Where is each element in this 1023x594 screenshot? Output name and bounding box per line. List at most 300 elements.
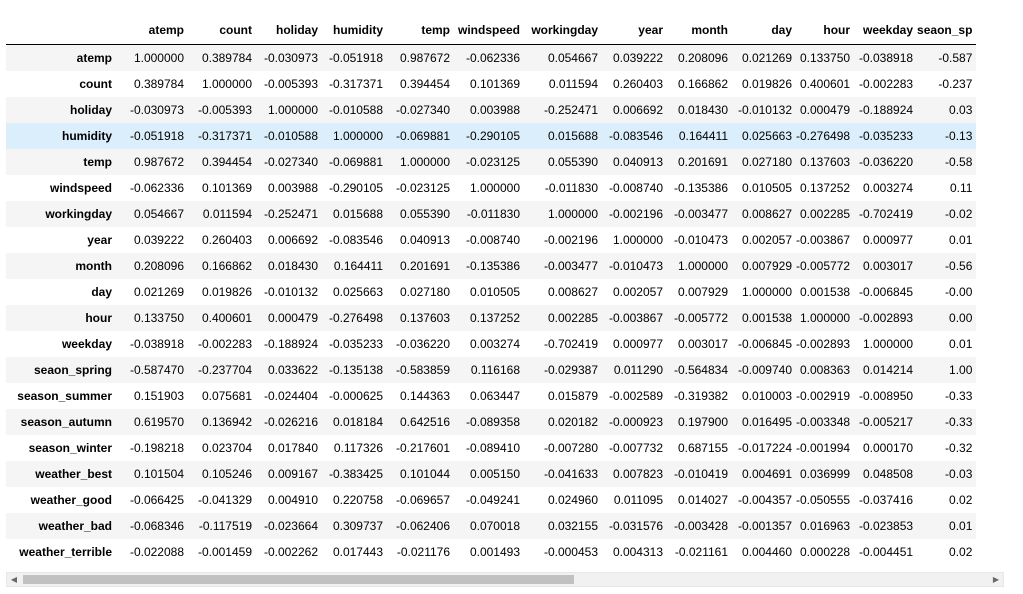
table-cell: 1.000000 (799, 311, 851, 325)
table-cell: -0.32 (945, 441, 973, 455)
table-cell: -0.010588 (263, 129, 318, 143)
table-cell: 1.000000 (399, 155, 450, 169)
table-cell: -0.026216 (263, 415, 318, 429)
table-cell: -0.030973 (129, 103, 184, 117)
table-cell: 0.116168 (470, 363, 520, 377)
table-cell: -0.003428 (673, 519, 728, 533)
table-cell: 0.137603 (799, 155, 851, 169)
table-cell: 0.166862 (201, 259, 252, 273)
table-row[interactable] (6, 487, 976, 513)
table-cell: 0.003988 (469, 103, 520, 117)
table-cell: 0.002285 (799, 207, 851, 221)
column-header: day (732, 16, 796, 45)
table-cell: 0.137603 (399, 311, 450, 325)
table-cell: -0.33 (945, 389, 973, 403)
table-cell: -0.188924 (859, 103, 914, 117)
table-cell: 1.000000 (677, 259, 728, 273)
table-row[interactable] (6, 279, 976, 305)
table-cell: -0.038918 (129, 337, 184, 351)
table-cell: 0.036999 (799, 467, 851, 481)
table-cell: -0.011830 (466, 207, 520, 221)
table-cell: -0.006845 (859, 285, 914, 299)
table-cell: -0.217601 (395, 441, 450, 455)
table-cell: -0.009740 (737, 363, 792, 377)
table-cell: 0.01 (949, 233, 973, 247)
table-cell: 0.389784 (201, 51, 252, 65)
table-cell: -0.089358 (465, 415, 520, 429)
table-cell: 0.164411 (333, 259, 383, 273)
table-cell: 0.010003 (741, 389, 792, 403)
table-cell: -0.050555 (796, 493, 851, 507)
table-cell: 0.070018 (469, 519, 520, 533)
table-cell: -0.237 (938, 77, 973, 91)
table-cell: 0.003274 (862, 181, 914, 195)
table-cell: -0.001357 (737, 519, 792, 533)
table-cell: 0.040913 (612, 155, 663, 169)
table-cell: 0.015879 (547, 389, 598, 403)
table-cell: -0.023125 (465, 155, 520, 169)
table-cell: 0.987672 (133, 155, 184, 169)
table-cell: 0.144363 (399, 389, 450, 403)
table-cell: 0.394454 (399, 77, 450, 91)
table-cell: -0.317371 (328, 77, 383, 91)
table-cell: -0.002589 (608, 389, 663, 403)
table-cell: 0.006692 (612, 103, 663, 117)
table-row[interactable] (6, 383, 976, 409)
table-cell: 0.008363 (799, 363, 851, 377)
table-cell: -0.031576 (608, 519, 663, 533)
table-cell: 0.055390 (399, 207, 450, 221)
table-cell: -0.030973 (263, 51, 318, 65)
table-cell: -0.002283 (197, 337, 252, 351)
table-cell: 0.011594 (548, 77, 598, 91)
row-label: temp (83, 155, 112, 169)
table-cell: -0.010473 (608, 259, 663, 273)
table-cell: 0.023704 (201, 441, 252, 455)
row-label: holiday (69, 103, 112, 117)
table-cell: 0.208096 (133, 259, 184, 273)
table-row[interactable] (6, 97, 976, 123)
table-cell: -0.004357 (737, 493, 792, 507)
table-cell: 0.021269 (741, 51, 792, 65)
table-cell: 0.220758 (332, 493, 383, 507)
table-cell: -0.56 (945, 259, 973, 273)
column-header: count (188, 16, 256, 45)
table-cell: -0.290105 (328, 181, 383, 195)
table-cell: 0.151903 (133, 389, 184, 403)
table-cell: 0.014027 (677, 493, 728, 507)
table-cell: -0.010132 (737, 103, 792, 117)
table-cell: 0.000479 (799, 103, 851, 117)
table-cell: -0.010419 (673, 467, 728, 481)
table-cell: -0.010473 (673, 233, 728, 247)
table-row[interactable] (6, 253, 976, 279)
table-cell: -0.583859 (395, 363, 450, 377)
table-cell: -0.007280 (543, 441, 598, 455)
table-row[interactable] (6, 513, 976, 539)
table-cell: -0.000625 (328, 389, 383, 403)
table-cell: 0.02 (949, 493, 973, 507)
table-cell: 0.020182 (547, 415, 598, 429)
table-cell: 0.01 (949, 519, 973, 533)
table-cell: 0.016495 (741, 415, 792, 429)
row-label: weather_bad (38, 519, 112, 533)
table-cell: -0.002919 (796, 389, 851, 403)
table-cell: -0.069657 (395, 493, 450, 507)
table-cell: -0.041329 (197, 493, 252, 507)
column-header: month (667, 16, 732, 45)
table-cell: 0.002057 (612, 285, 663, 299)
table-cell: 0.164411 (678, 129, 728, 143)
table-cell: 0.137252 (799, 181, 851, 195)
table-cell: 0.201691 (677, 155, 728, 169)
row-label: weather_best (35, 467, 112, 481)
table-row[interactable] (6, 357, 976, 383)
table-cell: -0.002262 (263, 545, 318, 559)
table-cell: 0.007929 (741, 259, 792, 273)
table-cell: -0.276498 (328, 311, 383, 325)
table-cell: -0.003477 (673, 207, 728, 221)
table-cell: -0.237704 (197, 363, 252, 377)
table-cell: 0.03 (949, 103, 973, 117)
table-cell: -0.001994 (796, 441, 851, 455)
table-cell: -0.005772 (673, 311, 728, 325)
table-cell: 0.032155 (547, 519, 598, 533)
table-cell: 0.000977 (612, 337, 663, 351)
table-cell: 0.027180 (399, 285, 450, 299)
table-cell: -0.007732 (608, 441, 663, 455)
table-cell: 0.105246 (201, 467, 252, 481)
table-cell: 0.016963 (799, 519, 851, 533)
table-cell: 0.011594 (202, 207, 252, 221)
table-cell: 0.101369 (469, 77, 520, 91)
table-cell: 1.000000 (612, 233, 663, 247)
table-cell: -0.002283 (859, 77, 914, 91)
table-cell: -0.317371 (197, 129, 252, 143)
column-header: seaon_sp (917, 16, 976, 45)
table-cell: 0.008627 (741, 207, 792, 221)
table-cell: -0.008740 (608, 181, 663, 195)
table-cell: 0.117326 (333, 441, 383, 455)
column-header: windspeed (454, 16, 524, 45)
table-cell: -0.198218 (129, 441, 184, 455)
table-cell: 0.011290 (613, 363, 663, 377)
table-row[interactable] (6, 305, 976, 331)
table-cell: 0.00 (949, 311, 973, 325)
table-row[interactable] (6, 123, 976, 149)
scroll-right-arrow-icon[interactable]: ▶ (992, 575, 1000, 584)
row-label: windspeed (49, 181, 112, 195)
correlation-table (6, 16, 976, 565)
scrollbar-thumb[interactable] (23, 575, 574, 584)
table-cell: -0.135138 (328, 363, 383, 377)
table-cell: 0.019826 (201, 285, 252, 299)
row-label: season_summer (17, 389, 112, 403)
table-cell: 0.260403 (201, 233, 252, 247)
table-cell: 0.015688 (547, 129, 598, 143)
table-cell: -0.062406 (395, 519, 450, 533)
table-cell: 1.000000 (267, 103, 318, 117)
table-cell: 1.000000 (547, 207, 598, 221)
table-cell: -0.003348 (796, 415, 851, 429)
table-cell: 0.025663 (741, 129, 792, 143)
dataframe-output (6, 0, 1008, 594)
table-cell: 0.208096 (677, 51, 728, 65)
table-cell: -0.023853 (859, 519, 914, 533)
table-cell: 0.687155 (677, 441, 728, 455)
table-cell: -0.066425 (129, 493, 184, 507)
table-cell: -0.062336 (129, 181, 184, 195)
column-header: weekday (854, 16, 917, 45)
table-cell: 0.054667 (133, 207, 184, 221)
column-header: atemp (118, 16, 188, 45)
table-cell: -0.008740 (465, 233, 520, 247)
table-cell: 0.054667 (547, 51, 598, 65)
table-cell: -0.010588 (328, 103, 383, 117)
table-cell: -0.587 (938, 51, 973, 65)
row-label: workingday (45, 207, 112, 221)
table-cell: -0.023125 (395, 181, 450, 195)
table-cell: 1.000000 (862, 337, 914, 351)
table-cell: 0.039222 (133, 233, 184, 247)
row-label: atemp (76, 51, 112, 65)
table-cell: -0.022088 (129, 545, 184, 559)
table-cell: 0.003017 (677, 337, 728, 351)
table-cell: 0.000977 (862, 233, 914, 247)
table-cell: 1.000000 (201, 77, 252, 91)
table-cell: 0.004910 (267, 493, 318, 507)
table-cell: -0.003867 (796, 233, 851, 247)
header-row (6, 16, 976, 45)
table-cell: -0.002893 (859, 311, 914, 325)
table-row[interactable] (6, 539, 976, 565)
table-cell: 1.00 (949, 363, 973, 377)
table-cell: -0.083546 (328, 233, 383, 247)
table-cell: -0.051918 (129, 129, 184, 143)
table-cell: -0.021161 (674, 545, 728, 559)
table-cell: 0.055390 (547, 155, 598, 169)
table-cell: -0.117519 (198, 519, 252, 533)
table-cell: -0.03 (945, 467, 973, 481)
row-label: seaon_spring (33, 363, 112, 377)
row-label: weekday (61, 337, 112, 351)
table-cell: 0.003274 (469, 337, 520, 351)
table-cell: -0.587470 (129, 363, 184, 377)
table-cell: -0.069881 (395, 129, 450, 143)
table-cell: -0.000453 (543, 545, 598, 559)
table-cell: -0.188924 (263, 337, 318, 351)
table-cell: -0.702419 (859, 207, 914, 221)
table-cell: 0.018184 (332, 415, 383, 429)
table-cell: 0.101044 (399, 467, 450, 481)
table-cell: -0.252471 (263, 207, 318, 221)
row-label: season_winter (28, 441, 112, 455)
table-cell: 0.101504 (133, 467, 184, 481)
table-cell: -0.069881 (328, 155, 383, 169)
column-header: holiday (256, 16, 322, 45)
table-cell: 0.048508 (862, 467, 914, 481)
column-header: workingday (524, 16, 602, 45)
row-label: weather_good (30, 493, 112, 507)
table-cell: 0.201691 (399, 259, 450, 273)
table-cell: -0.008950 (859, 389, 914, 403)
table-cell: -0.089410 (465, 441, 520, 455)
table-cell: 0.017443 (332, 545, 383, 559)
table-cell: 0.004313 (612, 545, 663, 559)
table-cell: -0.024404 (263, 389, 318, 403)
table-cell: -0.005772 (796, 259, 851, 273)
table-cell: 0.133750 (799, 51, 851, 65)
table-cell: -0.33 (945, 415, 973, 429)
table-cell: -0.037416 (859, 493, 914, 507)
table-cell: -0.035233 (328, 337, 383, 351)
table-cell: 0.018430 (267, 259, 318, 273)
table-cell: 0.002057 (741, 233, 792, 247)
table-row[interactable] (6, 71, 976, 97)
table-cell: -0.005393 (263, 77, 318, 91)
correlation-table-viewport[interactable] (6, 16, 1002, 568)
table-row[interactable] (6, 45, 976, 72)
table-cell: 0.400601 (799, 77, 851, 91)
table-cell: -0.038918 (859, 51, 914, 65)
table-cell: -0.319382 (673, 389, 728, 403)
table-cell: 0.033622 (267, 363, 318, 377)
table-cell: -0.036220 (395, 337, 450, 351)
table-cell: 0.003017 (862, 259, 914, 273)
table-cell: -0.027340 (263, 155, 318, 169)
table-cell: 0.001538 (799, 285, 851, 299)
table-cell: -0.13 (945, 129, 973, 143)
table-cell: 0.015688 (332, 207, 383, 221)
table-cell: 0.197900 (677, 415, 728, 429)
table-cell: -0.276498 (796, 129, 851, 143)
table-cell: -0.068346 (129, 519, 184, 533)
table-cell: 0.010505 (741, 181, 792, 195)
row-label: month (75, 259, 112, 273)
table-row[interactable] (6, 331, 976, 357)
table-cell: -0.252471 (543, 103, 598, 117)
column-header: year (602, 16, 667, 45)
table-cell: -0.005393 (197, 103, 252, 117)
table-cell: -0.051918 (328, 51, 383, 65)
table-cell: -0.002893 (796, 337, 851, 351)
table-cell: 0.017840 (267, 441, 318, 455)
table-cell: -0.00 (945, 285, 973, 299)
table-cell: 0.000479 (267, 311, 318, 325)
row-label: hour (85, 311, 112, 325)
table-cell: 0.137252 (469, 311, 520, 325)
table-cell: 0.309737 (332, 519, 383, 533)
column-header: humidity (322, 16, 387, 45)
table-cell: -0.023664 (263, 519, 318, 533)
table-cell: -0.135386 (673, 181, 728, 195)
table-cell: 0.001493 (469, 545, 520, 559)
table-cell: -0.001459 (197, 545, 252, 559)
table-cell: 0.02 (949, 545, 973, 559)
table-row[interactable] (6, 149, 976, 175)
table-cell: 0.006692 (267, 233, 318, 247)
table-cell: -0.003477 (543, 259, 598, 273)
table-cell: 0.400601 (201, 311, 252, 325)
table-row[interactable] (6, 175, 976, 201)
table-cell: 0.075681 (201, 389, 252, 403)
table-cell: 0.389784 (133, 77, 184, 91)
table-cell: 0.008627 (547, 285, 598, 299)
table-cell: -0.383425 (328, 467, 383, 481)
horizontal-scrollbar[interactable] (6, 572, 1004, 587)
table-cell: 1.000000 (741, 285, 792, 299)
row-label: day (91, 285, 112, 299)
table-cell: 0.011095 (613, 493, 663, 507)
table-cell: 0.025663 (332, 285, 383, 299)
table-body (6, 45, 976, 566)
row-label: count (79, 77, 112, 91)
table-cell: -0.02 (945, 207, 973, 221)
table-cell: 0.021269 (133, 285, 184, 299)
table-cell: 0.014214 (862, 363, 914, 377)
table-cell: 0.136942 (201, 415, 252, 429)
table-cell: -0.006845 (737, 337, 792, 351)
table-cell: -0.000923 (608, 415, 663, 429)
table-cell: 0.009167 (267, 467, 318, 481)
table-cell: -0.135386 (465, 259, 520, 273)
row-label: season_autumn (20, 415, 112, 429)
table-row[interactable] (6, 435, 976, 461)
table-cell: -0.021176 (396, 545, 450, 559)
table-cell: -0.011830 (544, 181, 598, 195)
table-cell: -0.049241 (465, 493, 520, 507)
table-cell: 0.007823 (612, 467, 663, 481)
row-label: humidity (62, 129, 112, 143)
table-row[interactable] (6, 461, 976, 487)
table-cell: -0.58 (945, 155, 973, 169)
table-cell: -0.702419 (543, 337, 598, 351)
column-header: temp (387, 16, 454, 45)
table-cell: -0.029387 (543, 363, 598, 377)
table-cell: 1.000000 (133, 51, 184, 65)
table-row[interactable] (6, 201, 976, 227)
table-cell: 0.01 (949, 337, 973, 351)
table-cell: 0.024960 (547, 493, 598, 507)
table-cell: 0.039222 (612, 51, 663, 65)
table-cell: 1.000000 (332, 129, 383, 143)
table-cell: 0.000228 (799, 545, 851, 559)
table-cell: 0.040913 (399, 233, 450, 247)
table-cell: 0.010505 (469, 285, 520, 299)
table-cell: 0.007929 (677, 285, 728, 299)
table-cell: -0.017224 (737, 441, 792, 455)
table-cell: -0.004451 (859, 545, 914, 559)
table-cell: 0.004460 (741, 545, 792, 559)
table-row[interactable] (6, 227, 976, 253)
corner-header-cell (6, 16, 118, 45)
row-label: weather_terrible (19, 545, 112, 559)
table-cell: -0.003867 (608, 311, 663, 325)
row-label: year (87, 233, 112, 247)
table-cell: -0.290105 (465, 129, 520, 143)
table-cell: 0.394454 (201, 155, 252, 169)
table-cell: 0.000170 (862, 441, 914, 455)
table-cell: -0.010132 (263, 285, 318, 299)
table-cell: 0.101369 (201, 181, 252, 195)
table-cell: 0.11 (949, 181, 973, 195)
table-cell: 0.002285 (547, 311, 598, 325)
table-cell: -0.564834 (673, 363, 728, 377)
table-header (6, 16, 976, 45)
table-row[interactable] (6, 409, 976, 435)
scroll-left-arrow-icon[interactable]: ◀ (10, 575, 18, 584)
table-cell: 0.619570 (133, 415, 184, 429)
